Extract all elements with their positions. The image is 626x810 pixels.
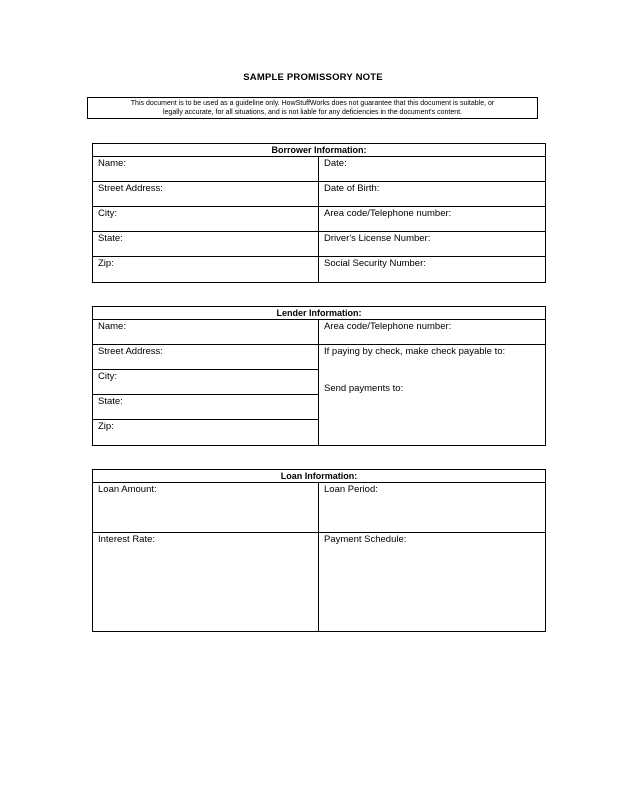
borrower-zip-field[interactable]: Zip:	[98, 258, 114, 269]
lender-check-payable-field[interactable]: If paying by check, make check payable to:	[324, 346, 506, 357]
loan-heading: Loan Information:	[93, 470, 545, 483]
lender-heading: Lender Information:	[93, 307, 545, 320]
loan-grid	[93, 483, 545, 631]
lender-street-field[interactable]: Street Address:	[98, 346, 163, 357]
lender-state-field[interactable]: State:	[98, 396, 123, 407]
loan-section	[92, 469, 546, 632]
loan-amount-field[interactable]: Loan Amount:	[98, 484, 157, 495]
borrower-street-field[interactable]: Street Address:	[98, 183, 163, 194]
disclaimer-line-2: legally accurate, for all situations, and is not liable for any deficiencies in the document's content.	[162, 109, 462, 116]
borrower-section	[92, 143, 546, 283]
lender-phone-field[interactable]: Area code/Telephone number:	[324, 321, 452, 332]
lender-name-field[interactable]: Name:	[98, 321, 126, 332]
borrower-city-field[interactable]: City:	[98, 208, 117, 219]
lender-zip-field[interactable]: Zip:	[98, 421, 114, 432]
borrower-heading: Borrower Information:	[93, 144, 545, 157]
borrower-state-field[interactable]: State:	[98, 233, 123, 244]
borrower-name-field[interactable]: Name:	[98, 158, 126, 169]
borrower-license-field[interactable]: Driver's License Number:	[324, 233, 431, 244]
disclaimer-box	[87, 97, 538, 119]
lender-city-field[interactable]: City:	[98, 371, 117, 382]
payment-schedule-field[interactable]: Payment Schedule:	[324, 534, 407, 545]
interest-rate-field[interactable]: Interest Rate:	[98, 534, 156, 545]
borrower-grid	[93, 157, 545, 282]
borrower-date-field[interactable]: Date:	[324, 158, 347, 169]
loan-period-field[interactable]: Loan Period:	[324, 484, 378, 495]
lender-grid	[93, 320, 545, 445]
disclaimer-line-1: This document is to be used as a guideline only. HowStuffWorks does not guarantee that this document is suitable, or	[130, 100, 495, 107]
lender-section	[92, 306, 546, 446]
lender-send-payments-field[interactable]: Send payments to:	[324, 383, 404, 394]
borrower-phone-field[interactable]: Area code/Telephone number:	[324, 208, 452, 219]
borrower-dob-field[interactable]: Date of Birth:	[324, 183, 380, 194]
document-title: SAMPLE PROMISSORY NOTE	[243, 72, 383, 83]
borrower-ssn-field[interactable]: Social Security Number:	[324, 258, 426, 269]
